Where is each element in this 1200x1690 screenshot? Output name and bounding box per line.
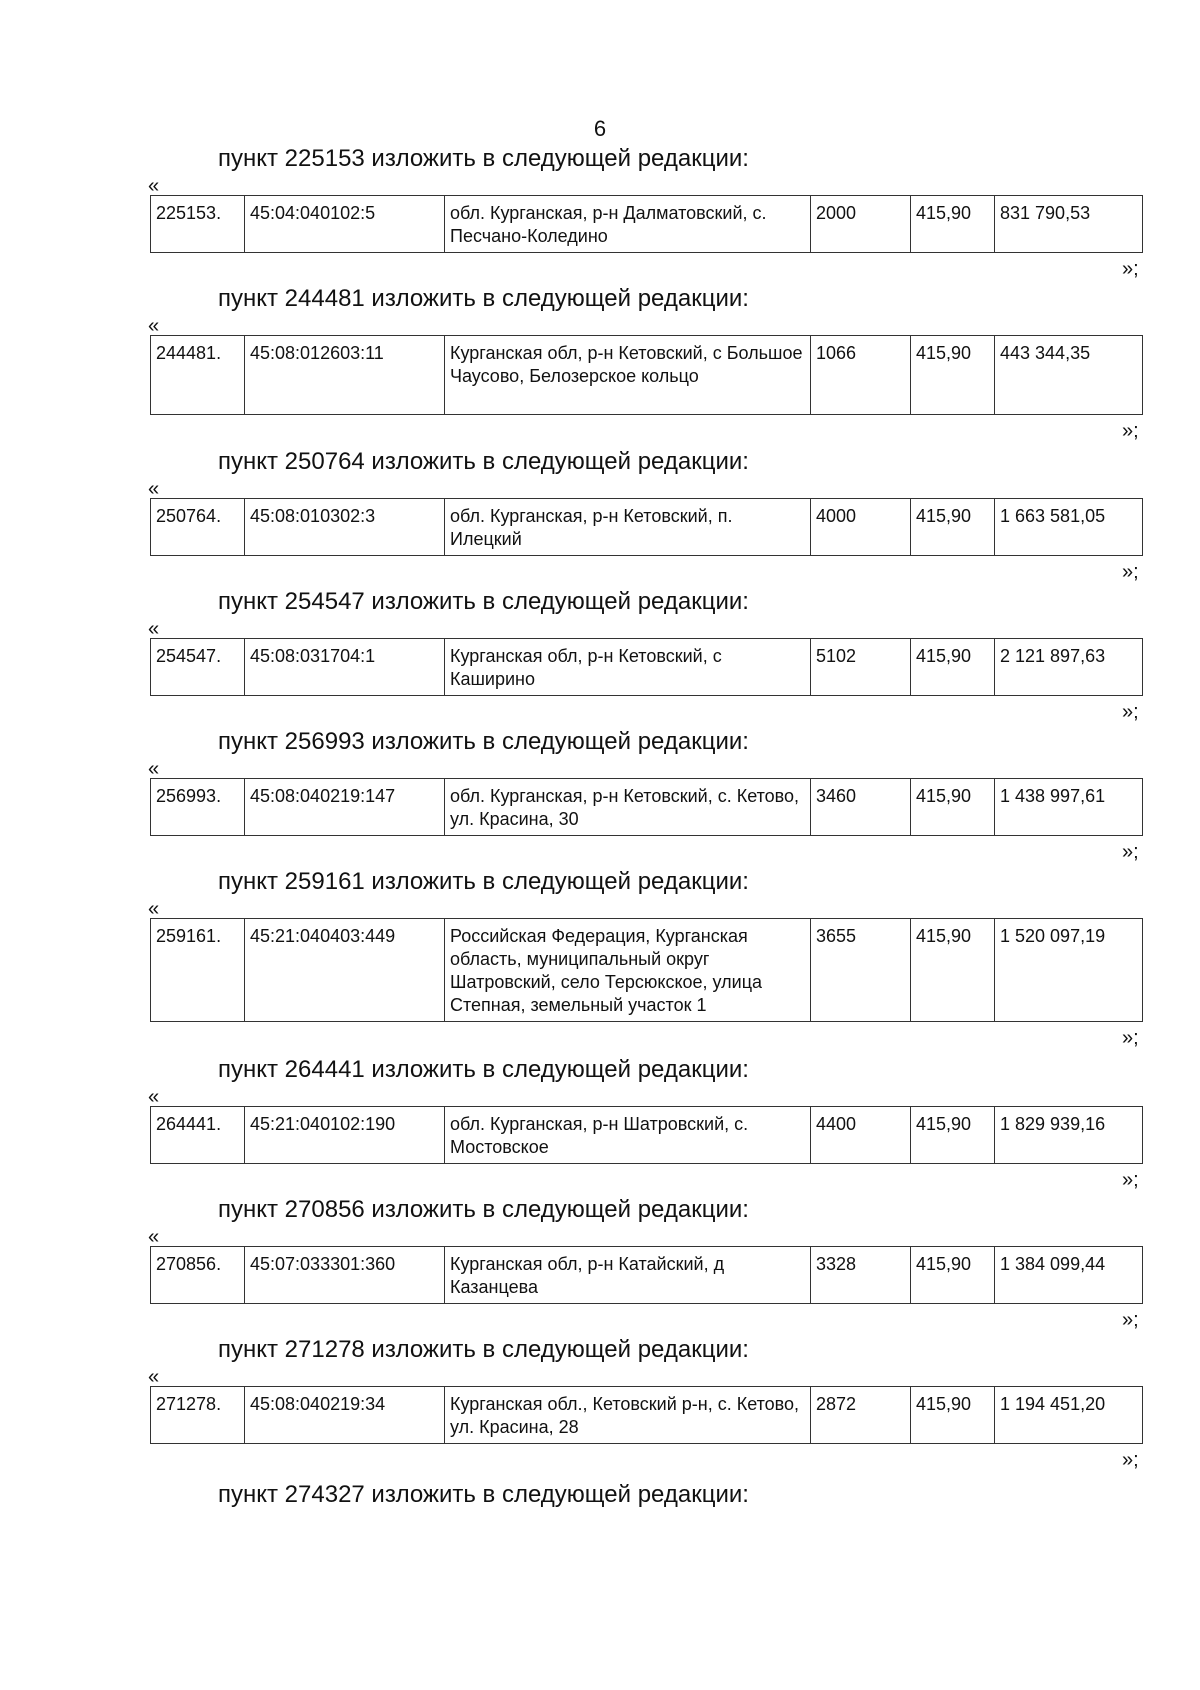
rate-cell: 415,90 <box>911 639 995 696</box>
row-number-cell: 259161. <box>151 919 245 1022</box>
open-quote: « <box>148 618 160 640</box>
area-cell: 2872 <box>811 1387 911 1444</box>
area-cell: 1066 <box>811 336 911 415</box>
row-number-cell: 244481. <box>151 336 245 415</box>
area-cell: 5102 <box>811 639 911 696</box>
value-cell: 443 344,35 <box>995 336 1143 415</box>
row-number-cell: 254547. <box>151 639 245 696</box>
close-quote: »; <box>1122 1449 1139 1471</box>
close-quote: »; <box>1122 701 1139 723</box>
area-cell: 2000 <box>811 196 911 253</box>
area-cell: 3328 <box>811 1247 911 1304</box>
address-cell: Курганская обл, р-н Катайский, д Казанцева <box>445 1247 811 1304</box>
table-row <box>151 1387 1143 1444</box>
amendment-intro: пункт 244481 изложить в следующей редакции: <box>218 285 749 312</box>
amendment-table <box>150 638 1143 696</box>
cadastral-number-cell: 45:08:010302:3 <box>245 499 445 556</box>
amendment-section <box>0 145 1200 285</box>
close-quote: »; <box>1122 561 1139 583</box>
value-cell: 1 520 097,19 <box>995 919 1143 1022</box>
amendment-section <box>0 728 1200 868</box>
amendment-table <box>150 778 1143 836</box>
open-quote: « <box>148 1226 160 1248</box>
table-row <box>151 639 1143 696</box>
cadastral-number-cell: 45:07:033301:360 <box>245 1247 445 1304</box>
row-number-cell: 225153. <box>151 196 245 253</box>
close-quote: »; <box>1122 1169 1139 1191</box>
area-cell: 3460 <box>811 779 911 836</box>
amendment-table <box>150 335 1143 415</box>
open-quote: « <box>148 758 160 780</box>
final-amendment-intro: пункт 274327 изложить в следующей редакции: <box>218 1481 749 1508</box>
close-quote: »; <box>1122 1027 1139 1049</box>
row-number-cell: 264441. <box>151 1107 245 1164</box>
open-quote: « <box>148 1366 160 1388</box>
address-cell: обл. Курганская, р-н Далматовский, с. Песчано-Коледино <box>445 196 811 253</box>
amendment-section <box>0 448 1200 588</box>
area-cell: 4000 <box>811 499 911 556</box>
rate-cell: 415,90 <box>911 499 995 556</box>
amendment-table <box>150 195 1143 253</box>
rate-cell: 415,90 <box>911 1107 995 1164</box>
amendment-table <box>150 1106 1143 1164</box>
amendment-intro: пункт 256993 изложить в следующей редакции: <box>218 728 749 755</box>
close-quote: »; <box>1122 1309 1139 1331</box>
cadastral-number-cell: 45:21:040403:449 <box>245 919 445 1022</box>
row-number-cell: 270856. <box>151 1247 245 1304</box>
close-quote: »; <box>1122 841 1139 863</box>
address-cell: Российская Федерация, Курганская область, муниципальный округ Шатровский, село Терсюкское, улица Степная, земельный участок 1 <box>445 919 811 1022</box>
cadastral-number-cell: 45:21:040102:190 <box>245 1107 445 1164</box>
address-cell: Курганская обл, р-н Кетовский, с Каширино <box>445 639 811 696</box>
value-cell: 831 790,53 <box>995 196 1143 253</box>
amendment-section <box>0 1336 1200 1476</box>
amendment-intro: пункт 250764 изложить в следующей редакции: <box>218 448 749 475</box>
value-cell: 1 663 581,05 <box>995 499 1143 556</box>
table-row <box>151 919 1143 1022</box>
amendment-intro: пункт 254547 изложить в следующей редакции: <box>218 588 749 615</box>
row-number-cell: 256993. <box>151 779 245 836</box>
amendment-intro: пункт 225153 изложить в следующей редакции: <box>218 145 749 172</box>
address-cell: обл. Курганская, р-н Кетовский, п. Илецкий <box>445 499 811 556</box>
value-cell: 1 384 099,44 <box>995 1247 1143 1304</box>
cadastral-number-cell: 45:04:040102:5 <box>245 196 445 253</box>
table-row <box>151 779 1143 836</box>
value-cell: 2 121 897,63 <box>995 639 1143 696</box>
page-number: 6 <box>593 116 607 141</box>
amendment-intro: пункт 264441 изложить в следующей редакции: <box>218 1056 749 1083</box>
address-cell: обл. Курганская, р-н Шатровский, с. Мостовское <box>445 1107 811 1164</box>
rate-cell: 415,90 <box>911 336 995 415</box>
open-quote: « <box>148 315 160 337</box>
amendment-section <box>0 285 1200 442</box>
value-cell: 1 829 939,16 <box>995 1107 1143 1164</box>
rate-cell: 415,90 <box>911 196 995 253</box>
open-quote: « <box>148 478 160 500</box>
amendment-section <box>0 1056 1200 1196</box>
area-cell: 3655 <box>811 919 911 1022</box>
cadastral-number-cell: 45:08:012603:11 <box>245 336 445 415</box>
amendment-section <box>0 868 1200 1049</box>
value-cell: 1 438 997,61 <box>995 779 1143 836</box>
address-cell: обл. Курганская, р-н Кетовский, с. Кетово, ул. Красина, 30 <box>445 779 811 836</box>
row-number-cell: 250764. <box>151 499 245 556</box>
rate-cell: 415,90 <box>911 779 995 836</box>
amendment-table <box>150 918 1143 1022</box>
amendment-table <box>150 1246 1143 1304</box>
close-quote: »; <box>1122 258 1139 280</box>
rate-cell: 415,90 <box>911 1247 995 1304</box>
close-quote: »; <box>1122 420 1139 442</box>
address-cell: Курганская обл, р-н Кетовский, с Большое Чаусово, Белозерское кольцо <box>445 336 811 415</box>
amendment-intro: пункт 270856 изложить в следующей редакции: <box>218 1196 749 1223</box>
amendment-section <box>0 588 1200 728</box>
row-number-cell: 271278. <box>151 1387 245 1444</box>
rate-cell: 415,90 <box>911 919 995 1022</box>
table-row <box>151 1107 1143 1164</box>
area-cell: 4400 <box>811 1107 911 1164</box>
open-quote: « <box>148 1086 160 1108</box>
amendment-table <box>150 498 1143 556</box>
cadastral-number-cell: 45:08:040219:147 <box>245 779 445 836</box>
cadastral-number-cell: 45:08:031704:1 <box>245 639 445 696</box>
table-row <box>151 336 1143 415</box>
address-cell: Курганская обл., Кетовский р-н, с. Кетово, ул. Красина, 28 <box>445 1387 811 1444</box>
table-row <box>151 1247 1143 1304</box>
open-quote: « <box>148 898 160 920</box>
open-quote: « <box>148 175 160 197</box>
amendment-intro: пункт 259161 изложить в следующей редакции: <box>218 868 749 895</box>
cadastral-number-cell: 45:08:040219:34 <box>245 1387 445 1444</box>
amendment-section <box>0 1196 1200 1336</box>
table-row <box>151 196 1143 253</box>
amendment-intro: пункт 271278 изложить в следующей редакции: <box>218 1336 749 1363</box>
rate-cell: 415,90 <box>911 1387 995 1444</box>
table-row <box>151 499 1143 556</box>
value-cell: 1 194 451,20 <box>995 1387 1143 1444</box>
amendment-table <box>150 1386 1143 1444</box>
